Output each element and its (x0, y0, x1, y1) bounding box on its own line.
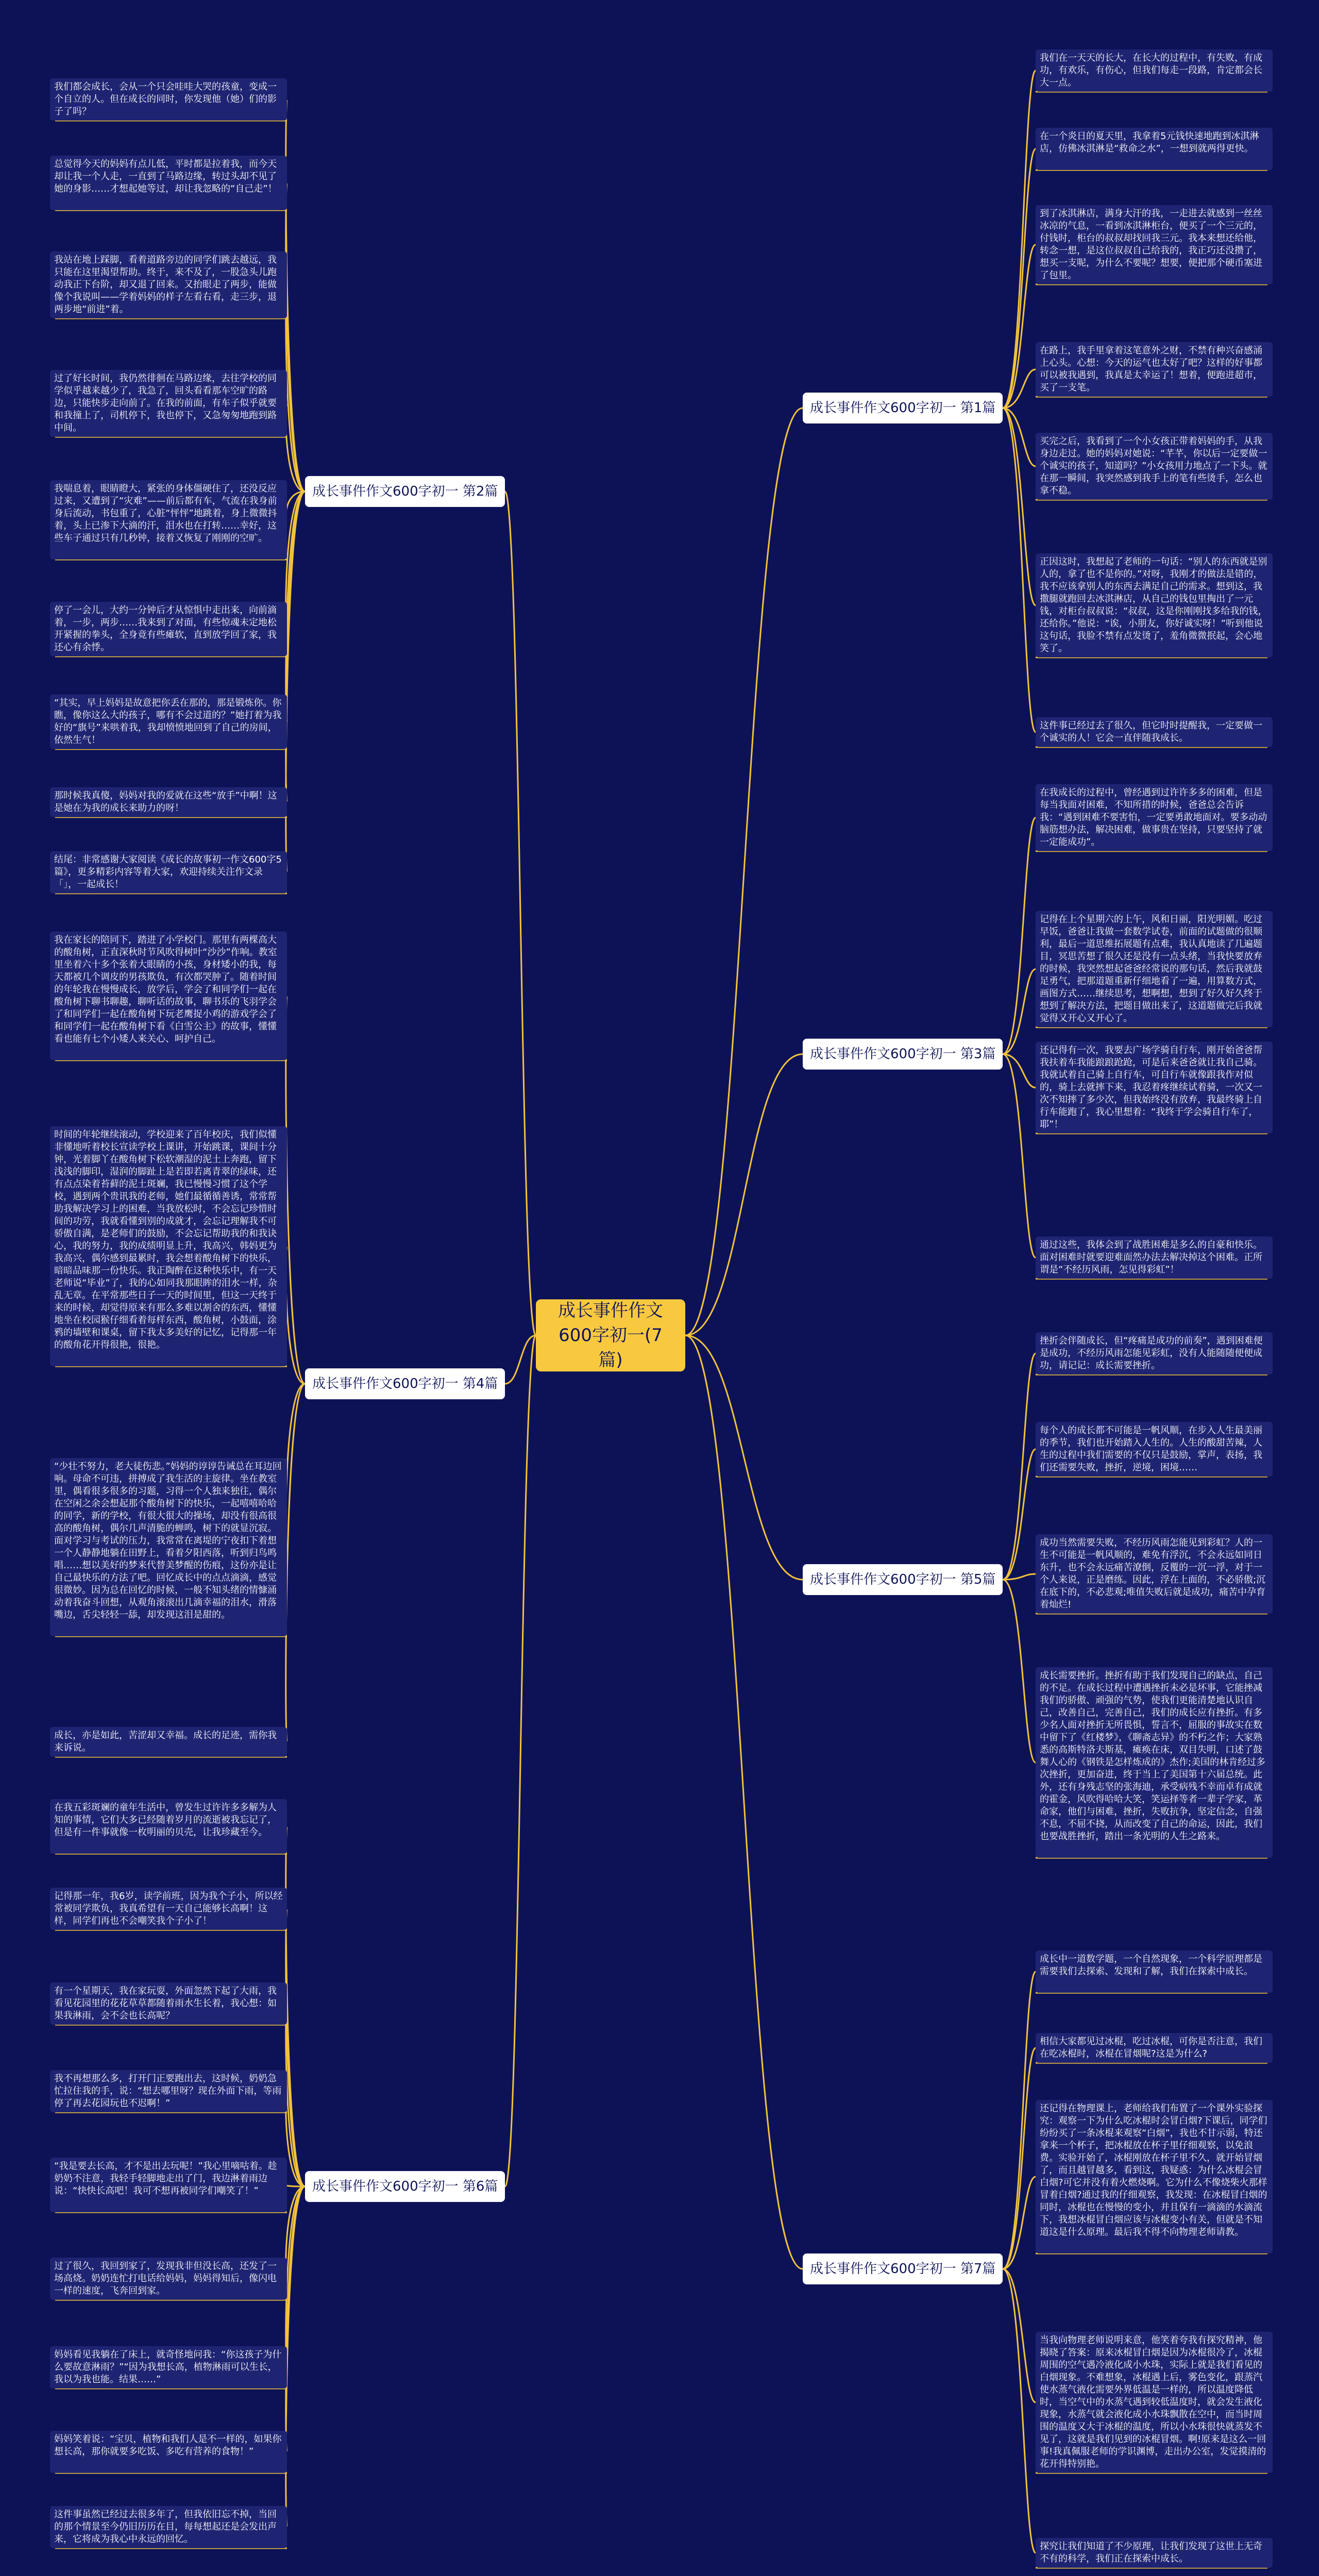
leaf-node-5-2[interactable]: 每个人的成长都不可能是一帆风顺，在步入人生最美丽的季节，我们也开始踏入人生的。人生的酸甜苦辣，人生的过程中我们需要的不仅只是鼓励，掌声，表扬，我们还需要失败，挫折，逆境，困境…… (1036, 1422, 1273, 1477)
leaf-link-1-2 (1003, 149, 1036, 408)
leaf-node-6-2[interactable]: 记得那一年，我6岁，读学前班，因为我个子小，所以经常被同学欺负，我真希望有一天自己能够长高啊！这样，同学们再也不会嘲笑我个子小了！ (50, 1888, 287, 1930)
leaf-node-7-5[interactable]: 探究让我们知道了不少原理，让我们发现了这世上无奇不有的科学，我们正在探索中成长。 (1036, 2538, 1273, 2568)
leaf-node-1-6[interactable]: 正因这时，我想起了老师的一句话：“别人的东西就是别人的，拿了也不是你的。”对呀，我刚才的做法是错的，我不应该拿别人的东西去满足自己的需求。想到这，我撒腿就跑回去冰淇淋店，从自己的钱包里掏出了一元钱，对柜台叔叔说：“叔叔，这是你刚刚找多给我的钱，还给你。”他说：“诶，小朋友，你好诚实呀！”听到他说这句话，我脸不禁有点发烫了，羞角微微抿起，会心地笑了。 (1036, 553, 1273, 657)
leaf-node-4-1[interactable]: 我在家长的陪同下，踏进了小学校门。那里有两棵高大的酸角树，正直深秋时节风吹得树叶“沙沙”作响。教室里坐着六十多个张着大眼睛的小孩，身材矮小的我，每天都被几个调皮的男孩欺负，有次都哭肿了。随着时间的年轮我在慢慢成长，放学后，学会了和同学们一起在酸角树下聊书聊趣，聊听话的故事，聊书乐的飞羽学会了和同学们一起在酸角树下玩老鹰捉小鸡的游戏学会了和同学们一起在酸角树下看《白雪公主》的故事，懂懂看也能有七个小矮人来关心、呵护自己。 (50, 931, 287, 1060)
branch-node-6[interactable]: 成长事件作文600字初一 第6篇 (305, 2171, 505, 2202)
leaf-node-7-2[interactable]: 相信大家都见过冰棍，吃过冰棍，可你是否注意，我们在吃冰棍时，冰棍在冒烟呢?这是为什么? (1036, 2033, 1273, 2063)
branch-node-2[interactable]: 成长事件作文600字初一 第2篇 (305, 476, 505, 507)
root-link-2 (505, 492, 536, 1335)
leaf-node-5-4[interactable]: 成长需要挫折。挫折有助于我们发现自己的缺点，自己的不足。在成长过程中遭遇挫折未必是坏事，它能挫减我们的骄傲、顽强的气势，使我们更能清楚地认识自己，改善自己，完善自己，我们的成长应有挫折。有多少名人面对挫折无所畏惧，誓言不，屈服的事故实在数中留下了《红楼梦》，《聊斋志异》的不朽之作；大家熟悉的高斯特洛夫斯基，瘫痪在床，双目失明，口述了鼓舞人心的《钢铁是怎样炼成的》杰作;美国的林肯经过多次挫折，更加奋进，终于当上了美国第十六届总统。此外，还有身残志坚的张海迪，承受病残不幸而卓有成就的霍金，风吹得哈哈大笑，笑运择等者一辈子学家，革命家，他们与困难，挫折，失败抗争，坚定信念，自强不息，不屈不挠，从而改变了自己的命运，因此，我们也要战胜挫折，踏出一条光明的人生之路来。 (1036, 1667, 1273, 1858)
leaf-link-7-1 (1003, 1972, 1036, 2269)
branch-node-4[interactable]: 成长事件作文600字初一 第4篇 (305, 1368, 505, 1399)
leaf-link-3-1 (1003, 818, 1036, 1054)
leaf-node-2-9[interactable]: 结尾：非常感谢大家阅读《成长的故事初一作文600字5篇》，更多精彩内容等着大家，欢迎持续关注作文录「」，一起成长！ (50, 851, 287, 893)
leaf-node-5-3[interactable]: 成功当然需要失败，不经历风雨怎能见到彩虹？人的一生不可能是一帆风顺的，难免有浮沉，不会永远如同日东升，也不会永远痛苦潦倒，反覆的一沉一浮，对于一个人来说，正是磨练。因此，浮在上面的，不必骄傲;沉在底下的，不必悲观;唯值失败后就是成功，痛苦中孕育着灿烂! (1036, 1534, 1273, 1614)
leaf-link-5-2 (1003, 1449, 1036, 1580)
leaf-node-2-8[interactable]: 那时候我真傻，妈妈对我的爱就在这些“放手”中啊！这是她在为我的成长来助力的呀！ (50, 787, 287, 817)
leaf-node-6-4[interactable]: 我不再想那么多，打开门正要跑出去，这时候，奶奶急忙拉住我的手，说：“想去哪里呀？现在外面下雨，等雨停了再去花园玩也不迟啊！” (50, 2070, 287, 2112)
leaf-node-4-4[interactable]: 成长，亦是如此，苦涩却又幸福。成长的足迹，需你我来诉说。 (50, 1727, 287, 1757)
leaf-link-5-1 (1003, 1353, 1036, 1580)
leaf-node-3-1[interactable]: 在我成长的过程中，曾经遇到过许许多多的困难，但是每当我面对困难，不知所措的时候，爸爸总会告诉我：“遇到困难不要害怕，一定要勇敢地面对。要多动动脑筋想办法，解决困难，做事贵在坚持，只要坚持了就一定能成功”。 (1036, 784, 1273, 851)
leaf-link-6-1 (286, 1826, 305, 2187)
leaf-node-5-1[interactable]: 挫折会伴随成长，但“疼痛是成功的前奏”，遇到困难便是成功，不经历风雨怎能见彩虹，没有人能随随便便成功，请记记：成长需要挫折。 (1036, 1332, 1273, 1375)
leaf-node-2-7[interactable]: “其实，早上妈妈是故意把你丢在那的，那是锻炼你。你瞧，像你这么大的孩子，哪有不会过道的？”她打着为我好的“旗号”来哄着我，我却愤愤地回到了自己的房间，依然生气！ (50, 694, 287, 749)
leaf-node-2-6[interactable]: 停了一会儿，大约一分钟后才从惊惧中走出来，向前滴着，一步，两步……我来到了对面，有些惊魂未定地松开紧握的拳头，全身竟有些瘫软，直到放学回了家，我还心有余悸。 (50, 602, 287, 656)
leaf-node-6-1[interactable]: 在我五彩斑斓的童年生活中，曾发生过许许多多解为人知的事情，它们大多已经随着岁月的流逝被我忘记了，但是有一件事就像一枚明丽的贝壳，让我珍藏至今。 (50, 1799, 287, 1854)
leaf-link-2-1 (286, 99, 305, 492)
leaf-link-6-9 (286, 2187, 305, 2527)
leaf-node-3-3[interactable]: 还记得有一次，我要去广场学骑自行车，刚开始爸爸帮我扶着车我能踉踉跄跄，可是后来爸爸就让我自己骑。我就试着自己骑上自行车，可自行车就像跟我作对似的，骑上去就摔下来，我忍着疼继续试着骑，一次又一次不知摔了多少次，但我始终没有放弃，我最终骑上自行车能跑了，我心里想着：“我终于学会骑自行车了，耶”！ (1036, 1042, 1273, 1133)
leaf-link-5-4 (1003, 1580, 1036, 1762)
root-link-7 (685, 1335, 803, 2269)
leaf-node-7-4[interactable]: 当我向物理老师说明来意，他笑着夸我有探究精神，他揭晓了答案：原来冰棍冒白烟是因为冰棍很冷了，冰棍周围的空气遇冷液化成小水珠，实际上就是我们看见的白烟现象。不难想象，冰棍遇上后，雾色变化，跟蒸汽使水蒸气液化需要外界低温是一样的，所以温度降低时，当空气中的水蒸气遇到较低温度时，就会发生液化现象，水蒸气就会液化成小水珠飘散在空中，而当时周围的温度又大于冰棍的温度，所以小水珠很快就蒸发不见了，这就是我们见到的冰棍冒烟。啊!原来是这么一回事!我真佩服老师的学识渊博，走出办公室，发觉摸清的花开得特别艳。 (1036, 2332, 1273, 2473)
leaf-node-3-4[interactable]: 通过这些，我体会到了战胜困难是多么的自豪和快乐。面对困难时就要迎难面然办法去解决掉这个困难。正所谓是“不经历风雨，怎见得彩虹”！ (1036, 1236, 1273, 1279)
leaf-node-1-2[interactable]: 在一个炎日的夏天里，我拿着5元钱快速地跑到冰淇淋店，仿佛冰淇淋是“救命之水”，一想到就两得更快。 (1036, 128, 1273, 170)
leaf-node-2-3[interactable]: 我站在地上踩脚，看着道路旁边的同学们跳去越远，我只能在这里渴望帮助。终于，来不及了，一股急头儿跑动我正下台阶，却又退了回来。又抬眼走了两步，能做像个我说叫——学着妈妈的样子左看右看，走三步，退两步地“前进”着。 (50, 251, 287, 318)
branch-node-7[interactable]: 成长事件作文600字初一 第7篇 (803, 2253, 1003, 2284)
branch-node-3[interactable]: 成长事件作文600字初一 第3篇 (803, 1039, 1003, 1070)
leaf-node-2-5[interactable]: 我喘息着，眼睛瞪大，紧张的身体僵硬住了，还没反应过来，又遭到了“灾难”——前后都有车，气流在我身前身后流动，书包重了，心脏“怦怦”地跳着，身上微微抖着，头上已渗下大滴的汗，泪水也在打转……幸好，这些车子通过只有几秒钟，接着又恢复了刚刚的空旷。 (50, 480, 287, 560)
leaf-node-2-1[interactable]: 我们都会成长，会从一个只会哇哇大哭的孩童，变成一个自立的人。但在成长的同时，你发现他（她）们的影子了吗？ (50, 78, 287, 121)
leaf-node-7-1[interactable]: 成长中一道数学题，一个自然现象，一个科学原理都是需要我们去探索、发现和了解，我们在探索中成长。 (1036, 1951, 1273, 1993)
root-link-3 (685, 1054, 803, 1335)
leaf-link-4-2 (286, 1246, 305, 1384)
leaf-node-6-8[interactable]: 妈妈笑着说：“宝贝，植物和我们人是不一样的，如果你想长高，那你就要多吃饭、多吃有营养的食物！” (50, 2431, 287, 2473)
leaf-node-1-7[interactable]: 这件事已经过去了很久，但它时时提醒我，一定要做一个诚实的人！它会一直伴随我成长。 (1036, 717, 1273, 747)
root-node[interactable]: 成长事件作文600字初一(7篇) (536, 1299, 685, 1371)
branch-node-1[interactable]: 成长事件作文600字初一 第1篇 (803, 393, 1003, 423)
leaf-node-4-3[interactable]: “少壮不努力，老大徒伤悲。”妈妈的谆谆告诫总在耳边回响。母命不可违，拼搏成了我生活的主旋律。坐在教室里，偶看很多很多的习题，习得一个人独来独往，偶尔在空闲之余会想起那个酸角树下的快乐，一起嘻嘻哈哈的同学，新的学校，有很大很大的操场，却没有很高很高的酸角树，偶尔几声清脆的蝉鸣，树下的就显沉寂。面对学习与考试的压力，我常常在离堤的宁夜扣下着想一个人静静地躺在田野上，看着夕阳西落，听到归鸟鸣唱……想以美好的梦来代替美梦醒的伤痕，这份亦是让自己最快乐的方法了吧。回忆成长中的点点滴滴，感觉很微妙。因为总在回忆的时候，一般不知头绪的情慷涌动着我奋斗回想，从观角滚滚出几滴幸福的泪水，滑落嘴边，舌尖轻轻一舔，却发现这泪是甜的。 (50, 1458, 287, 1636)
root-link-6 (505, 1335, 536, 2187)
leaf-node-1-3[interactable]: 到了冰淇淋店，满身大汗的我，一走进去就感到一丝丝冰凉的气息，一看到冰淇淋柜台，便买了一个三元的，付钱时，柜台的叔叔却找回我三元。我本来想还给他，转念一想，是这位叔叔自己给我的，我正巧还没攒了，想买一支呢，为什么不要呢？想要，便把那个硬币塞进了包里。 (1036, 205, 1273, 284)
leaf-node-2-4[interactable]: 过了好长时间，我仍然徘徊在马路边缘，去往学校的同学似乎越来越少了，我急了，回头看看那车空旷的路边，只能快步走向前了。在我的前面，有车子似乎就要和我撞上了，司机停下，我也停下，又急匆匆地跑到路中间。 (50, 370, 287, 437)
leaf-link-7-4 (1003, 2269, 1036, 2402)
leaf-node-4-2[interactable]: 时间的年轮继续滚动，学校迎来了百年校庆，我们似懂非懂地听着校长宣读学校上课讲，开始跳课，课间十分钟，光着脚丫在酸角树下松软潮湿的泥土上奔跑，留下浅浅的脚印，湿润的脚趾上是若即若离青翠的绿味，还有点点染着苔藓的泥土斑斓，我已慢慢习惯了这个学校，遇到两个贵讯我的老师，她们最循循善诱，常常帮助我解决学习上的困难，当我放松时，不会忘记珍惜时间的功劳，我就看懂到别的成就才，会忘记理解我不可骄傲自满，是老师们的鼓励，不会忘记帮助我的和我诀心，我的努力，我的成绩明显上升，我高兴，韩妈更为我高兴，偶尔感到最累时，我会想着酸角树下的快乐，暗暗品味那一份快乐。我正陶醉在这种快乐中，有一天老师说“毕业”了，我的心如同我那眼眸的泪水一样，杂乱无章。在平常那些日子一天的时间里，但这一天终于来的时候，却觉得原来有那么多难以割舍的东西，懂懂地坐在校园猴仔细看着每样东西，酸角树，小鼓面，涂鸦的墙壁和课桌，留下我太多美好的记忆，记得那一年的酸角花开得很艳，很艳。 (50, 1126, 287, 1366)
leaf-link-1-7 (1003, 408, 1036, 732)
leaf-node-6-6[interactable]: 过了很久，我回到家了，发现我非但没长高，还发了一场高烧。奶奶连忙打电话给妈妈，妈妈得知后，像闪电一样的速度，飞奔回到家。 (50, 2258, 287, 2300)
root-link-5 (685, 1335, 803, 1580)
leaf-node-1-1[interactable]: 我们在一天天的长大，在长大的过程中，有失败，有成功，有欢乐，有伤心，但我们每走一段路，肯定都会长大一点。 (1036, 49, 1273, 92)
leaf-node-2-2[interactable]: 总觉得今天的妈妈有点儿低，平时都是拉着我，而今天却让我一个人走，一直到了马路边缘，转过头却不见了她的身影……才想起她等过，却让我忽略的“自己走”！ (50, 156, 287, 210)
leaf-node-1-5[interactable]: 买完之后，我看到了一个小女孩正带着妈妈的手，从我身边走过。她的妈妈对她说：“芊芊，你以后一定要做一个诚实的孩子，知道吗？”小女孩用力地点了一下头。就在那一瞬间，我突然感到我手上的笔有些烫手，怎么也拿不稳。 (1036, 433, 1273, 500)
leaf-node-1-4[interactable]: 在路上，我手里拿着这笔意外之财，不禁有种兴奋感涌上心头。心想：今天的运气也太好了吧？这样的好事都可以被我遇到，我真是太幸运了！想着，便跑进超市，买了一支笔。 (1036, 342, 1273, 397)
leaf-node-7-3[interactable]: 还记得在物理课上，老师给我们布置了一个课外实验探究：观察一下为什么吃冰棍时会冒白烟?下课后，同学们纷纷买了一条冰棍来观察“白烟”，我也不甘示弱，特还拿来一个杯子，把冰棍放在杯子里仔细观察，以免浪费。实验开始了，冰棍刚放在杯子里不久，就开始冒烟了，而且越冒越多，看到这，我疑惑：为什么冰棍会冒白烟?可它并没有着火燃烧啊。它为什么不像烧柴火那样冒着白烟?通过我的仔细观察，我发现：在冰棍冒白烟的同时，冰棍也在慢慢的变小，并且保有一滴滴的水滴流下，我想冰棍冒白烟应该与冰棍变小有关，但就是不知道这是什么原理。最后我不得不向物理老师请教。 (1036, 2100, 1273, 2253)
branch-node-5[interactable]: 成长事件作文600字初一 第5篇 (803, 1564, 1003, 1595)
leaf-node-6-3[interactable]: 有一个星期天，我在家玩耍，外面忽然下起了大雨，我看见花园里的花花草草都随着雨水生长着，我心想：如果我淋雨，会不会也长高呢？ (50, 1982, 287, 2025)
leaf-node-6-7[interactable]: 妈妈看见我躺在了床上，就奇怪地问我：“你这孩子为什么要故意淋雨？”“因为我想长高，植物淋雨可以生长，我以为我也能。结果……” (50, 2346, 287, 2388)
leaf-node-3-2[interactable]: 记得在上个星期六的上午，风和日丽，阳光明媚。吃过早饭，爸爸让我做一套数学试卷，前面的试题做的很顺利，最后一道思维拓展题有点难，我认真地读了几遍题目，冥思苦想了很久还是没有一点头绪，当我快要放弃的时候，我突然想起爸爸经常说的那句话，然后我就鼓足勇气，把那道题重新仔细地看了一遍，用算数方式，画图方式……继续思考，想啊想，想到了好久好久终于想到了解决方法，把题目做出来了，这道题做完后我就觉得又开心又开心了。 (1036, 911, 1273, 1027)
leaf-node-6-9[interactable]: 这件事虽然已经过去很多年了，但我依旧忘不掉，当回的那个情景至今仍旧历历在目，每每想起还是会发出声来，它将成为我心中永远的回忆。 (50, 2506, 287, 2548)
leaf-node-6-5[interactable]: “我是要去长高，才不是出去玩呢！”我心里嘀咕着。趁奶奶不注意，我轻手轻脚地走出了门，我边淋着雨边说：“快快长高吧！我可不想再被同学们嘲笑了！” (50, 2158, 287, 2212)
